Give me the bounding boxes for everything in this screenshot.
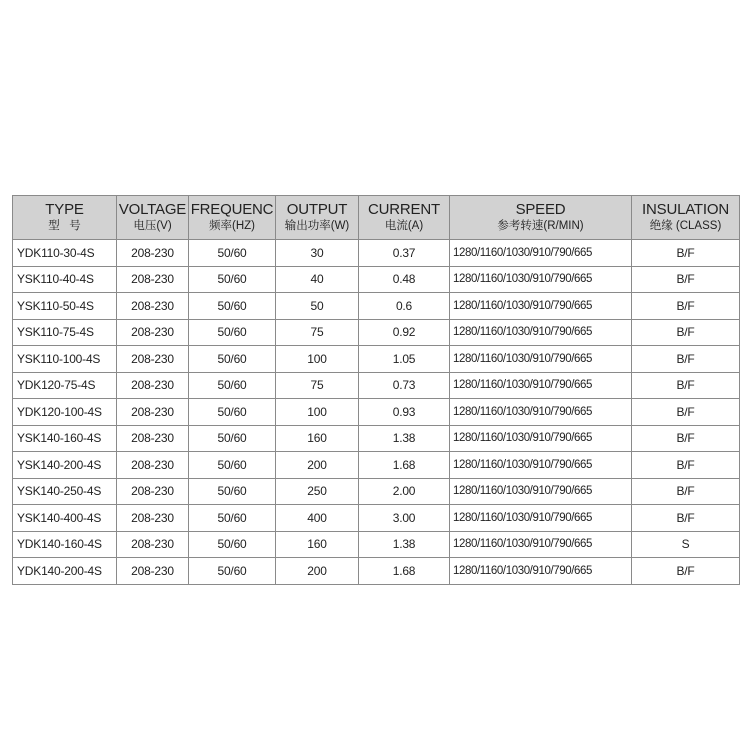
header-voltage [117, 196, 189, 240]
cell-insulation: B/F [632, 399, 740, 426]
cell-frequency: 50/60 [189, 531, 276, 558]
header-frequency [189, 196, 276, 240]
header-type [13, 196, 117, 240]
motor-spec-table [12, 195, 740, 585]
cell-type: YSK110-50-4S [13, 293, 117, 320]
cell-voltage: 208-230 [117, 293, 189, 320]
header-voltage-en: VOLTAGE [118, 201, 187, 219]
cell-frequency: 50/60 [189, 240, 276, 267]
cell-output: 400 [276, 505, 359, 532]
cell-type: YDK120-100-4S [13, 399, 117, 426]
cell-current: 0.73 [359, 372, 450, 399]
table-row [13, 372, 740, 399]
cell-output: 100 [276, 346, 359, 373]
cell-insulation: B/F [632, 319, 740, 346]
cell-frequency: 50/60 [189, 372, 276, 399]
cell-current: 1.05 [359, 346, 450, 373]
header-frequency-en: FREQUENC [190, 201, 274, 219]
cell-output: 250 [276, 478, 359, 505]
header-type-cn: 型 号 [48, 219, 81, 232]
table-row [13, 266, 740, 293]
cell-frequency: 50/60 [189, 452, 276, 479]
table-row [13, 346, 740, 373]
cell-frequency: 50/60 [189, 558, 276, 585]
cell-output: 40 [276, 266, 359, 293]
cell-voltage: 208-230 [117, 505, 189, 532]
cell-type: YSK110-75-4S [13, 319, 117, 346]
cell-voltage: 208-230 [117, 319, 189, 346]
cell-output: 160 [276, 531, 359, 558]
cell-type: YSK140-250-4S [13, 478, 117, 505]
cell-output: 160 [276, 425, 359, 452]
table-row [13, 558, 740, 585]
cell-output: 100 [276, 399, 359, 426]
cell-voltage: 208-230 [117, 425, 189, 452]
cell-insulation: B/F [632, 558, 740, 585]
cell-type: YSK110-100-4S [13, 346, 117, 373]
table-row [13, 425, 740, 452]
cell-speed: 1280/1160/1030/910/790/665 [450, 478, 632, 505]
cell-current: 0.37 [359, 240, 450, 267]
header-type-en: TYPE [45, 201, 84, 219]
cell-insulation: B/F [632, 478, 740, 505]
header-speed-cn: 参考转速(R/MIN) [497, 219, 584, 232]
cell-type: YDK140-200-4S [13, 558, 117, 585]
cell-current: 0.48 [359, 266, 450, 293]
cell-output: 75 [276, 372, 359, 399]
header-row [13, 196, 740, 240]
cell-output: 200 [276, 452, 359, 479]
table-row [13, 531, 740, 558]
table-header [13, 196, 740, 240]
cell-insulation: B/F [632, 452, 740, 479]
cell-insulation: B/F [632, 266, 740, 293]
table-row [13, 478, 740, 505]
cell-output: 30 [276, 240, 359, 267]
header-insulation-en: INSULATION [642, 201, 729, 219]
cell-frequency: 50/60 [189, 293, 276, 320]
cell-voltage: 208-230 [117, 266, 189, 293]
cell-speed: 1280/1160/1030/910/790/665 [450, 558, 632, 585]
cell-current: 3.00 [359, 505, 450, 532]
cell-insulation: S [632, 531, 740, 558]
header-current-en: CURRENT [368, 201, 440, 219]
cell-frequency: 50/60 [189, 266, 276, 293]
cell-voltage: 208-230 [117, 399, 189, 426]
cell-speed: 1280/1160/1030/910/790/665 [450, 399, 632, 426]
table-row [13, 505, 740, 532]
cell-speed: 1280/1160/1030/910/790/665 [450, 293, 632, 320]
cell-type: YSK140-400-4S [13, 505, 117, 532]
cell-current: 0.93 [359, 399, 450, 426]
cell-output: 200 [276, 558, 359, 585]
table-row [13, 240, 740, 267]
table-row [13, 452, 740, 479]
table-row [13, 293, 740, 320]
cell-current: 2.00 [359, 478, 450, 505]
cell-voltage: 208-230 [117, 452, 189, 479]
cell-voltage: 208-230 [117, 558, 189, 585]
header-output-cn: 输出功率(W) [284, 219, 350, 232]
header-current [359, 196, 450, 240]
cell-frequency: 50/60 [189, 399, 276, 426]
table-body [13, 240, 740, 585]
table-row [13, 399, 740, 426]
cell-insulation: B/F [632, 505, 740, 532]
cell-speed: 1280/1160/1030/910/790/665 [450, 505, 632, 532]
header-current-cn: 电流(A) [384, 219, 424, 232]
cell-frequency: 50/60 [189, 319, 276, 346]
header-insulation-cn: 绝缘 (CLASS) [649, 219, 722, 232]
cell-speed: 1280/1160/1030/910/790/665 [450, 319, 632, 346]
cell-speed: 1280/1160/1030/910/790/665 [450, 240, 632, 267]
cell-output: 75 [276, 319, 359, 346]
cell-frequency: 50/60 [189, 425, 276, 452]
cell-speed: 1280/1160/1030/910/790/665 [450, 266, 632, 293]
cell-speed: 1280/1160/1030/910/790/665 [450, 372, 632, 399]
cell-speed: 1280/1160/1030/910/790/665 [450, 425, 632, 452]
header-insulation [632, 196, 740, 240]
cell-insulation: B/F [632, 425, 740, 452]
header-frequency-cn: 频率(HZ) [209, 219, 255, 232]
cell-type: YSK140-160-4S [13, 425, 117, 452]
header-speed [450, 196, 632, 240]
cell-type: YDK110-30-4S [13, 240, 117, 267]
cell-voltage: 208-230 [117, 478, 189, 505]
cell-type: YSK110-40-4S [13, 266, 117, 293]
cell-current: 1.68 [359, 558, 450, 585]
cell-type: YDK140-160-4S [13, 531, 117, 558]
cell-voltage: 208-230 [117, 240, 189, 267]
header-voltage-cn: 电压(V) [133, 219, 172, 232]
table-row [13, 319, 740, 346]
cell-voltage: 208-230 [117, 372, 189, 399]
cell-current: 1.38 [359, 531, 450, 558]
cell-frequency: 50/60 [189, 505, 276, 532]
cell-insulation: B/F [632, 293, 740, 320]
cell-insulation: B/F [632, 240, 740, 267]
cell-frequency: 50/60 [189, 346, 276, 373]
cell-current: 1.38 [359, 425, 450, 452]
cell-current: 1.68 [359, 452, 450, 479]
cell-insulation: B/F [632, 346, 740, 373]
cell-frequency: 50/60 [189, 478, 276, 505]
cell-insulation: B/F [632, 372, 740, 399]
header-output-en: OUTPUT [286, 201, 348, 219]
cell-voltage: 208-230 [117, 531, 189, 558]
cell-speed: 1280/1160/1030/910/790/665 [450, 531, 632, 558]
cell-speed: 1280/1160/1030/910/790/665 [450, 346, 632, 373]
cell-current: 0.6 [359, 293, 450, 320]
header-output [276, 196, 359, 240]
cell-current: 0.92 [359, 319, 450, 346]
cell-speed: 1280/1160/1030/910/790/665 [450, 452, 632, 479]
cell-type: YSK140-200-4S [13, 452, 117, 479]
cell-voltage: 208-230 [117, 346, 189, 373]
cell-type: YDK120-75-4S [13, 372, 117, 399]
cell-output: 50 [276, 293, 359, 320]
header-speed-en: SPEED [515, 201, 566, 219]
